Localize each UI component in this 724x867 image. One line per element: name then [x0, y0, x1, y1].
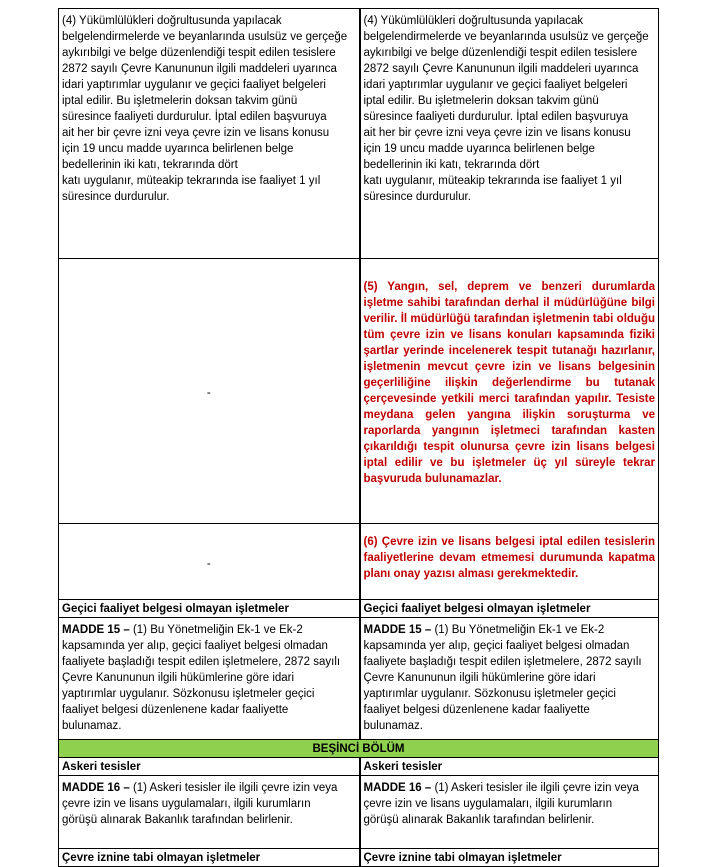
comparison-table [58, 8, 659, 867]
chapter-heading: BEŞİNCİ BÖLÜM [59, 740, 659, 758]
right-cell-article-14-4 [360, 9, 659, 259]
left-section-heading: Geçici faaliyet belgesi olmayan işletmeler [59, 600, 360, 618]
left-section-heading: Çevre iznine tabi olmayan işletmeler [59, 849, 360, 867]
table-row [59, 849, 659, 867]
table-row [59, 259, 659, 524]
added-paragraph-text: (6) Çevre izin ve lisans belgesi iptal edilen tesislerin faaliyetlerine devam etmemesi durumunda kapatma planı onay yazısı alması gerekmektedir. [363, 536, 655, 580]
table-row [59, 600, 659, 618]
article-text: (1) Askeri tesisler ile ilgili çevre izin veya çevre izin ve lisans uygulamaları, ilgili kurumların görüşü alınarak Bakanlık tarafından belirlenir. [363, 782, 639, 826]
article-text: (1) Bu Yönetmeliğin Ek-1 ve Ek-2 kapsamında yer alıp, geçici faaliyet belgesi olmadan faaliyete başladığı tespit edilen işletmelere, 2872 sayılı Çevre Kanununun ilgili hükümlerine göre idari yaptırımlar uygulanır. Sözkonusu işletmeler geçici faaliyet belgesi düzenlenene kadar faaliyette bulunamaz. [62, 624, 341, 732]
dash-placeholder: - [206, 387, 211, 399]
right-cell-article-14-6 [360, 524, 659, 600]
paragraph-text: (4) Yükümlülükleri doğrultusunda yapılacak belgelendirmelerde ve beyanlarında usulsüz ve gerçeğe aykırıbilgi ve belge düzenlendiği tespit edilen tesislere 2872 sayılı Çevre Kanununun ilgili maddeleri uyarınca idari yaptırımlar uygulanır ve geçici faaliyet belgeleri iptal edilir. Bu işletmelerin doksan takvim günü süresince faaliyeti durdurulur. İptal edilen başvuruya ait her bir çevre izni veya çevre izin ve lisans konusu için 19 uncu madde uyarınca belirlenen belge bedellerinin iki katı, tekrarında dört katı uygulanır, müteakip tekrarında ise faaliyet 1 yıl süresince durdurulur. [62, 15, 348, 203]
right-section-heading: Çevre iznine tabi olmayan işletmeler [360, 849, 659, 867]
article-label: MADDE 15 – [62, 624, 130, 636]
left-section-heading: Askeri tesisler [59, 758, 360, 776]
dash-placeholder: - [206, 557, 211, 570]
table-row [59, 9, 659, 259]
added-paragraph-text: (5) Yangın, sel, deprem ve benzeri durumlarda işletme sahibi tarafından derhal il müdürlüğüne bilgi verilir. İl müdürlüğü tarafından işletmenin tabi olduğu tüm çevre izin ve lisans konuları kapsamında fiziki şartlar yerinde incelenerek tespit tutanağı hazırlanır, işletmenin mevcut çevre izin ve lisans belgesinin geçerliliğine ilişkin değerlendirme bu tutanak çerçevesinde yetkili merci tarafından yapılır. Tesiste meydana gelen yangına ilişkin soruşturma ve raporlarda yangının işletmeci tarafından kasten çıkarıldığı tespit olunursa çevre izin lisans belgesi iptal edilir ve bu işletmeler üç yıl süreyle tekrar başvuruda bulunamazlar. [363, 281, 655, 485]
article-label: MADDE 16 – [363, 782, 432, 794]
right-cell-article-16 [360, 776, 659, 849]
left-cell-article-14-4 [59, 9, 360, 259]
right-section-heading: Geçici faaliyet belgesi olmayan işletmeler [360, 600, 659, 618]
paragraph-text: (4) Yükümlülükleri doğrultusunda yapılacak belgelendirmelerde ve beyanlarında usulsüz ve gerçeğe aykırıbilgi ve belge düzenlendiği tespit edilen tesislere 2872 sayılı Çevre Kanununun ilgili maddeleri uyarınca idari yaptırımlar uygulanır ve geçici faaliyet belgeleri iptal edilir. Bu işletmelerin doksan takvim günü süresince faaliyeti durdurulur. İptal edilen başvuruya ait her bir çevre izni veya çevre izin ve lisans konusu için 19 uncu madde uyarınca belirlenen belge bedellerinin iki katı, tekrarında dört katı uygulanır, müteakip tekrarında ise faaliyet 1 yıl süresince durdurulur. [363, 15, 649, 203]
right-cell-article-14-5 [360, 259, 659, 524]
article-text: (1) Askeri tesisler ile ilgili çevre izin veya çevre izin ve lisans uygulamaları, ilgili kurumların görüşü alınarak Bakanlık tarafından belirlenir. [62, 782, 338, 826]
left-cell-article-15 [59, 618, 360, 740]
left-cell-empty [59, 524, 360, 600]
article-label: MADDE 15 – [363, 624, 432, 636]
table-row [59, 740, 659, 758]
right-cell-article-15 [360, 618, 659, 740]
table-row [59, 758, 659, 776]
table-row [59, 618, 659, 740]
table-row [59, 776, 659, 849]
right-section-heading: Askeri tesisler [360, 758, 659, 776]
article-text: (1) Bu Yönetmeliğin Ek-1 ve Ek-2 kapsamında yer alıp, geçici faaliyet belgesi olmadan faaliyete başladığı tespit edilen işletmelere, 2872 sayılı Çevre Kanununun ilgili hükümlerine göre idari yaptırımlar uygulanır. Sözkonusu işletmeler geçici faaliyet belgesi düzenlenene kadar faaliyette bulunamaz. [363, 624, 642, 732]
article-label: MADDE 16 – [62, 782, 130, 794]
table-row [59, 524, 659, 600]
left-cell-empty [59, 259, 360, 524]
left-cell-article-16 [59, 776, 360, 849]
